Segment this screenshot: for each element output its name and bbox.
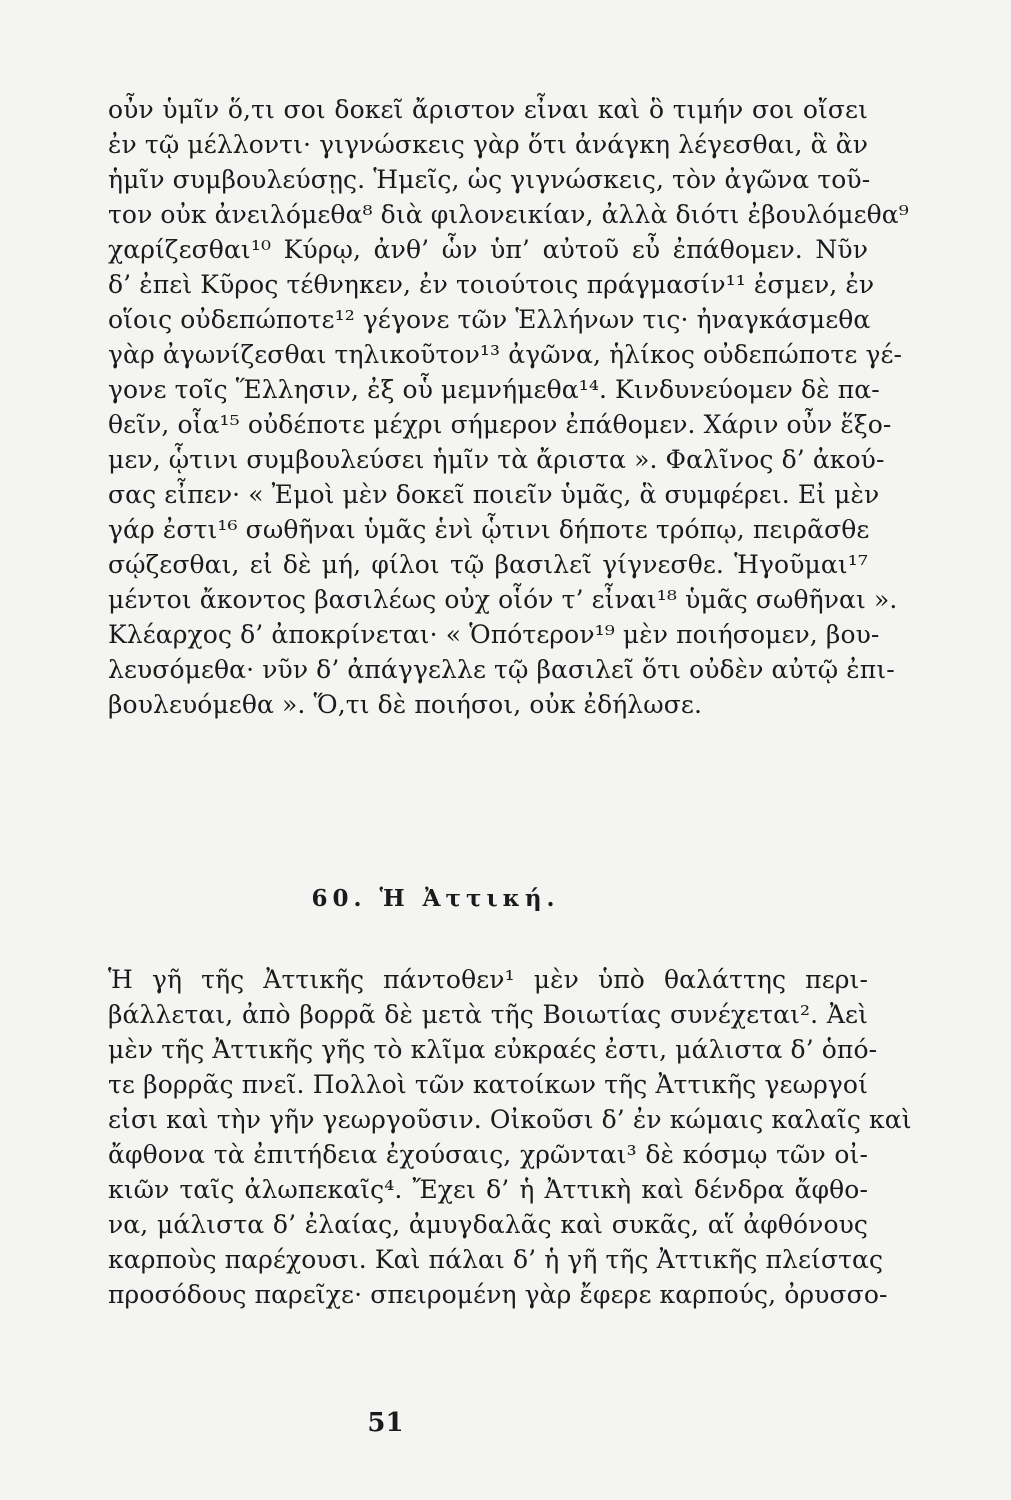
text-line: τον οὐκ ἀνειλόμεθα⁸ διὰ φιλονεικίαν, ἀλλὰ διότι ἐβουλόμεθα⁹ (108, 200, 909, 229)
text-line: σας εἶπεν· « Ἐμοὶ μὲν δοκεῖ ποιεῖν ὑμᾶς, ἃ συμφέρει. Εἰ μὲν (108, 480, 880, 509)
text-line: θεῖν, οἷα¹⁵ οὐδέποτε μέχρι σήμερον ἐπάθομεν. Χάριν οὖν ἕξο- (108, 410, 892, 439)
text-line: ἡμῖν συμβουλεύσῃς. Ἡμεῖς, ὡς γιγνώσκεις, τὸν ἀγῶνα τοῦ- (108, 165, 871, 194)
text-line: οἵοις οὐδεπώποτε¹² γέγονε τῶν Ἑλλήνων τις· ἠναγκάσμεθα (108, 305, 871, 334)
passage-60-attica (108, 962, 912, 1312)
text-line: καρποὺς παρέχουσι. Καὶ πάλαι δ’ ἡ γῆ τῆς Ἀττικῆς πλείστας (108, 1245, 884, 1274)
text-line: γάρ ἐστι¹⁶ σωθῆναι ὑμᾶς ἑνὶ ᾧτινι δήποτε τρόπῳ, πειρᾶσθε (108, 515, 870, 544)
text-line: οὖν ὑμῖν ὅ,τι σοι δοκεῖ ἄριστον εἶναι καὶ ὃ τιμήν σοι οἴσει (108, 95, 868, 124)
text-line: δ’ ἐπεὶ Κῦρος τέθνηκεν, ἐν τοιούτοις πράγμασίν¹¹ ἐσμεν, ἐν (108, 270, 875, 299)
text-line: προσόδους παρεῖχε· σπειρομένη γὰρ ἔφερε καρπούς, ὀρυσσο- (108, 1280, 888, 1309)
text-line: ἐν τῷ μέλλοντι· γιγνώσκεις γὰρ ὅτι ἀνάγκη λέγεσθαι, ἃ ἂν (108, 130, 868, 159)
text-line: βουλευόμεθα ». Ὅ,τι δὲ ποιήσοι, οὐκ ἐδήλωσε. (108, 690, 702, 719)
text-line: Κλέαρχος δ’ ἀποκρίνεται· « Ὁπότερον¹⁹ μὲν ποιήσομεν, βου- (108, 620, 880, 649)
passage-59-continued (108, 92, 909, 722)
page-number: 51 (367, 1408, 404, 1438)
text-line: μεν, ᾧτινι συμβουλεύσει ἡμῖν τὰ ἄριστα ». Φαλῖνος δ’ ἀκού- (108, 445, 885, 474)
text-line: σῴζεσθαι, εἰ δὲ μή, φίλοι τῷ βασιλεῖ γίγνεσθε. Ἡγοῦμαι¹⁷ (108, 550, 868, 579)
section-heading: 60. Ἡ Ἀττική. (311, 885, 560, 912)
text-line: μὲν τῆς Ἀττικῆς γῆς τὸ κλῖμα εὐκραές ἐστι, μάλιστα δ’ ὁπό- (108, 1035, 878, 1064)
text-line: γονε τοῖς Ἕλλησιν, ἐξ οὗ μεμνήμεθα¹⁴. Κινδυνεύομεν δὲ πα- (108, 375, 880, 404)
text-line: ἄφθονα τὰ ἐπιτήδεια ἐχούσαις, χρῶνται³ δὲ κόσμῳ τῶν οἰ- (108, 1140, 868, 1169)
text-line: γὰρ ἀγωνίζεσθαι τηλικοῦτον¹³ ἀγῶνα, ἡλίκος οὐδεπώποτε γέ- (108, 340, 903, 369)
text-line: να, μάλιστα δ’ ἐλαίας, ἀμυγδαλᾶς καὶ συκᾶς, αἵ ἀφθόνους (108, 1210, 868, 1239)
text-line: βάλλεται, ἀπὸ βορρᾶ δὲ μετὰ τῆς Βοιωτίας συνέχεται². Ἀεὶ (108, 1000, 868, 1029)
text-line: μέντοι ἄκοντος βασιλέως οὐχ οἷόν τ’ εἶναι¹⁸ ὑμᾶς σωθῆναι ». (108, 585, 898, 614)
text-line: εἰσι καὶ τὴν γῆν γεωργοῦσιν. Οἰκοῦσι δ’ ἐν κώμαις καλαῖς καὶ (108, 1105, 912, 1134)
text-line: λευσόμεθα· νῦν δ’ ἀπάγγελλε τῷ βασιλεῖ ὅτι οὐδὲν αὐτῷ ἐπι- (108, 655, 895, 684)
text-line: χαρίζεσθαι¹⁰ Κύρῳ, ἀνθ’ ὧν ὑπ’ αὐτοῦ εὖ ἐπάθομεν. Νῦν (108, 235, 868, 264)
text-line: τε βορρᾶς πνεῖ. Πολλοὶ τῶν κατοίκων τῆς Ἀττικῆς γεωργοί (108, 1070, 868, 1099)
text-line: Ἡ γῆ τῆς Ἀττικῆς πάντοθεν¹ μὲν ὑπὸ θαλάττης περι- (108, 965, 868, 994)
text-line: κιῶν ταῖς ἀλωπεκαῖς⁴. Ἔχει δ’ ἡ Ἀττικὴ καὶ δένδρα ἄφθο- (108, 1175, 868, 1204)
